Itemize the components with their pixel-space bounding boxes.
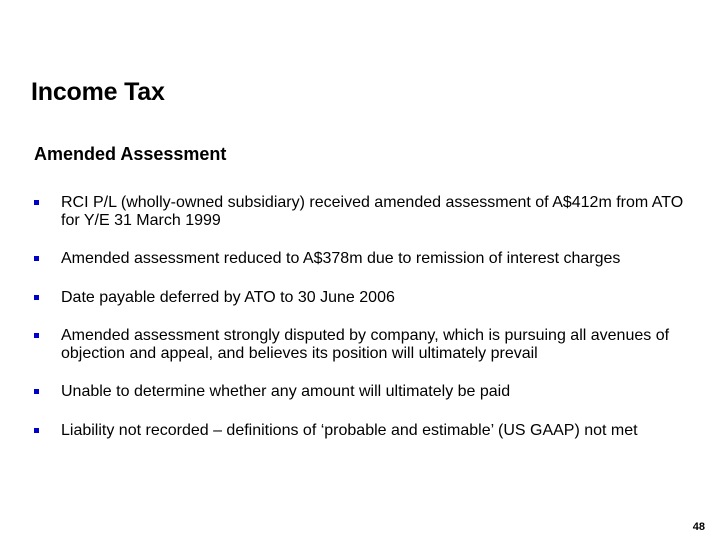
bullet-item xyxy=(34,250,684,268)
bullet-item xyxy=(34,327,684,362)
section-heading: Amended Assessment xyxy=(34,144,227,164)
bullet-item xyxy=(34,194,684,229)
bullet-text: Date payable deferred by ATO to 30 June 2006 xyxy=(61,288,395,306)
square-bullet-icon xyxy=(34,200,39,205)
square-bullet-icon xyxy=(34,389,39,394)
bullet-list xyxy=(34,194,684,460)
bullet-item xyxy=(34,289,684,307)
slide-title: Income Tax xyxy=(31,78,165,106)
square-bullet-icon xyxy=(34,256,39,261)
bullet-text: RCI P/L (wholly-owned subsidiary) received amended assessment of A$412m from ATO for Y/E 31 March 1999 xyxy=(61,194,684,229)
page-number: 48 xyxy=(692,521,705,533)
bullet-item xyxy=(34,422,684,440)
square-bullet-icon xyxy=(34,333,39,338)
bullet-text: Amended assessment reduced to A$378m due to remission of interest charges xyxy=(61,250,621,267)
bullet-text: Liability not recorded – definitions of ‘probable and estimable’ (US GAAP) not met xyxy=(61,421,638,439)
bullet-item xyxy=(34,383,684,401)
square-bullet-icon xyxy=(34,295,39,300)
bullet-text: Amended assessment strongly disputed by company, which is pursuing all avenues of objection and appeal, and believes its position will ultimately prevail xyxy=(61,327,670,362)
square-bullet-icon xyxy=(34,428,39,433)
bullet-text: Unable to determine whether any amount will ultimately be paid xyxy=(61,383,511,400)
